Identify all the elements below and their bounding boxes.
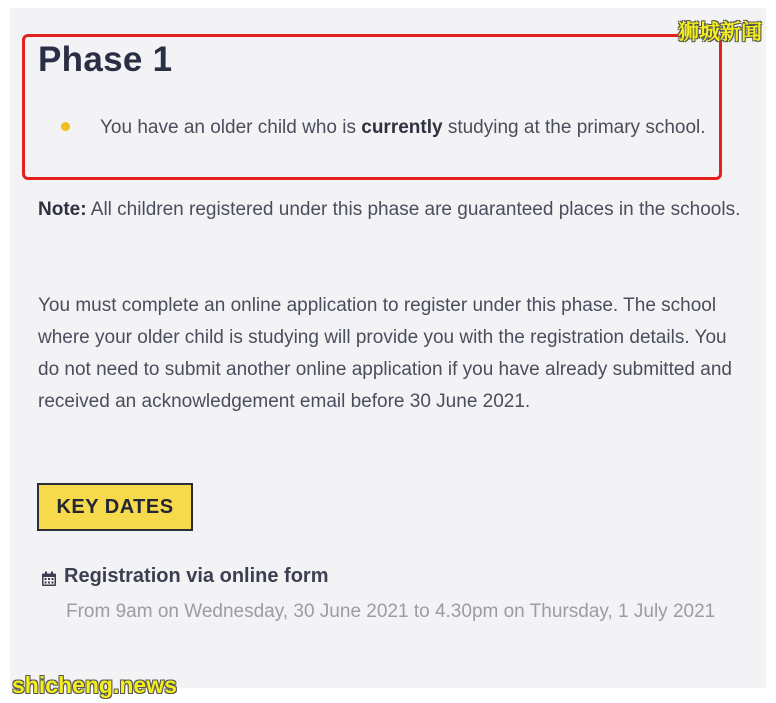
bullet-dot [61,122,70,131]
watermark-bottom: shicheng.news [12,672,177,698]
bullet-item [100,112,710,144]
registration-title: Registration via online form [64,565,329,587]
phase-title: Phase 1 [38,40,173,79]
application-paragraph: You must complete an online application to register under this phase. The school where your older child is studying will provide you with the registration details. You do not need to submit another online application if you have already submitted and received an acknowledgement email before 30 June 2021. [38,295,732,412]
note-label: Note: [38,199,87,220]
bullet-text-end: studying at the primary school. [442,117,706,138]
key-dates-heading: KEY DATES [37,483,193,531]
watermark-top: 狮城新闻 [678,21,762,44]
registration-time: From 9am on Wednesday, 30 June 2021 to 4.30pm on Thursday, 1 July 2021 [66,601,716,622]
calendar-icon [41,571,57,587]
note-text: All children registered under this phase are guaranteed places in the schools. [86,199,741,220]
note-paragraph [38,194,743,226]
bullet-text-start: You have an older child who is [100,117,362,138]
bullet-text-bold: currently [361,117,443,138]
